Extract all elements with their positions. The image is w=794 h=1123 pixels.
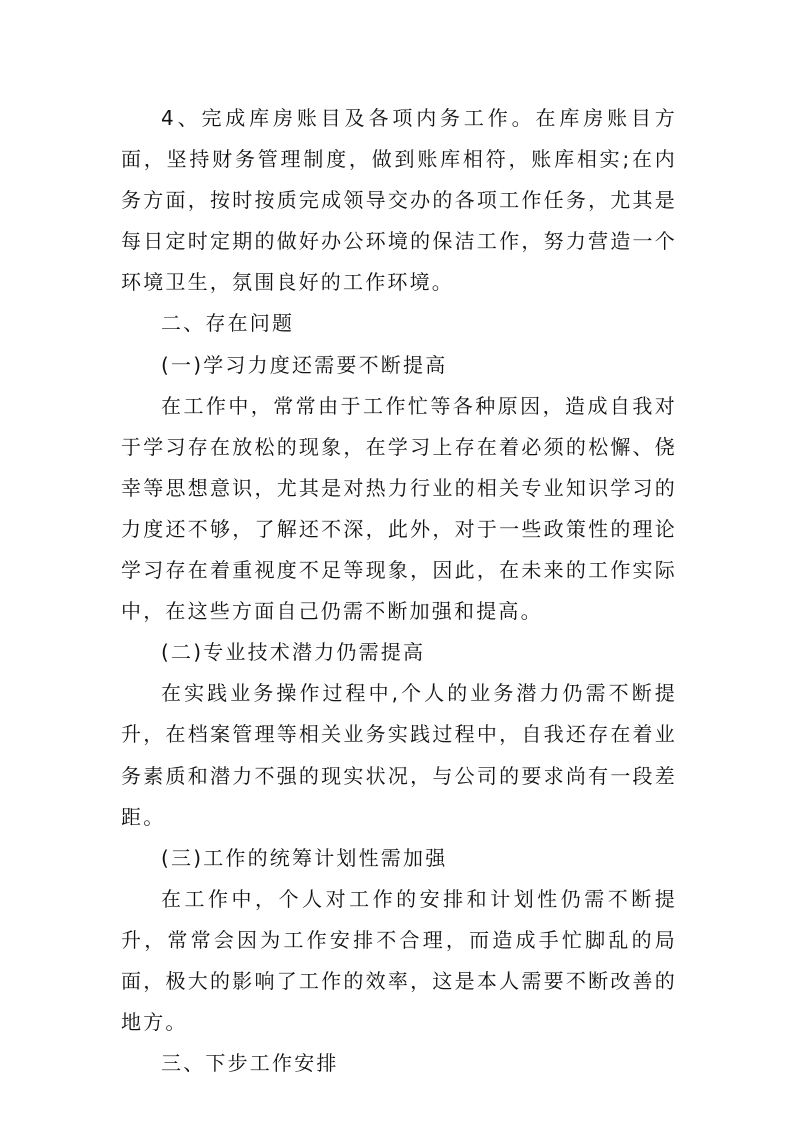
subheading-professional-skills: (二)专业技术潜力仍需提高 bbox=[161, 640, 426, 665]
paragraph-warehouse-work: 4、完成库房账目及各项内务工作。在库房账目方面，坚持财务管理制度，做到账库相符，账库相实;在内务方面，按时按质完成领导交办的各项工作任务，尤其是每日定时定期的做好办公环境的保洁工作，努力营造一个环境卫生，氛围良好的工作环境。 bbox=[121, 106, 677, 295]
paragraph-planning: 在工作中，个人对工作的安排和计划性仍需不断提升，常常会因为工作安排不合理，而造成手忙脚乱的局面，极大的影响了工作的效率，这是本人需要不断改善的地方。 bbox=[121, 886, 677, 1035]
heading-existing-problems: 二、存在问题 bbox=[161, 311, 295, 336]
subheading-planning: (三)工作的统筹计划性需加强 bbox=[161, 845, 448, 870]
paragraph-study: 在工作中，常常由于工作忙等各种原因，造成自我对于学习存在放松的现象，在学习上存在着必须的松懈、侥幸等思想意识，尤其是对热力行业的相关专业知识学习的力度还不够，了解还不深，此外，对于一些政策性的理论学习存在着重视度不足等现象，因此，在未来的工作实际中，在这些方面自己仍需不断加强和提高。 bbox=[121, 393, 677, 624]
heading-next-steps: 三、下步工作安排 bbox=[161, 1051, 339, 1076]
document-body bbox=[121, 98, 677, 1084]
paragraph-professional-skills: 在实践业务操作过程中,个人的业务潜力仍需不断提升，在档案管理等相关业务实践过程中，自我还存在着业务素质和潜力不强的现实状况，与公司的要求尚有一段差距。 bbox=[121, 681, 677, 829]
subheading-study: (一)学习力度还需要不断提高 bbox=[161, 352, 448, 377]
